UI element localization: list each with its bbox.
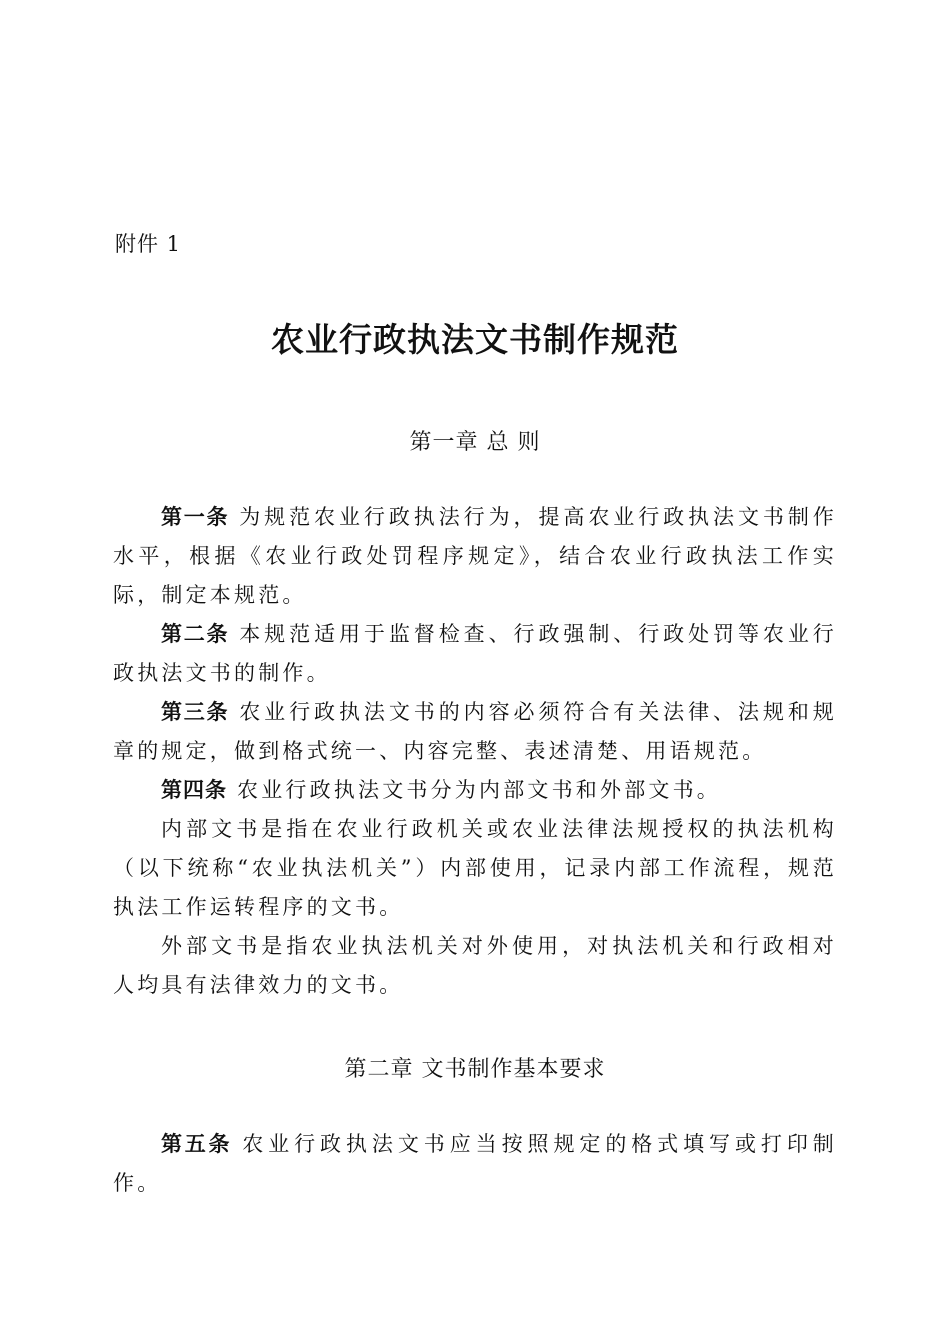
chapter-2-body [113, 1125, 837, 1203]
article-3-text: 农业行政执法文书的内容必须符合有关法律、法规和规章的规定，做到格式统一、内容完整、表述清楚、用语规范。 [113, 700, 837, 763]
article-5-label: 第五条 [161, 1132, 233, 1156]
attachment-label: 附件 1 [115, 232, 182, 256]
article-1-text: 为规范农业行政执法行为，提高农业行政执法文书制作水平，根据《农业行政处罚程序规定》，结合农业行政执法工作实际，制定本规范。 [113, 505, 837, 607]
paragraph-external-documents: 外部文书是指农业执法机关对外使用，对执法机关和行政相对人均具有法律效力的文书。 [113, 934, 837, 997]
article-2-label: 第二条 [161, 622, 230, 646]
article-5-text: 农业行政执法文书应当按照规定的格式填写或打印制作。 [113, 1132, 838, 1195]
article-4-label: 第四条 [161, 778, 227, 802]
article-4-text: 农业行政执法文书分为内部文书和外部文书。 [237, 778, 721, 802]
chapter-1-body [113, 498, 837, 1005]
article-1-label: 第一条 [161, 505, 230, 529]
article-1 [113, 498, 837, 615]
chapter-2-heading: 第二章 文书制作基本要求 [344, 1057, 606, 1082]
chapter-1-heading: 第一章 总 则 [409, 430, 541, 455]
article-2 [113, 615, 837, 693]
article-3-label: 第三条 [161, 700, 230, 724]
article-3 [113, 693, 837, 771]
article-5 [113, 1125, 837, 1203]
document-title: 农业行政执法文书制作规范 [271, 320, 679, 359]
paragraph-internal-documents: 内部文书是指在农业行政机关或农业法律法规授权的执法机构（以下统称“农业执法机关”）内部使用，记录内部工作流程，规范执法工作运转程序的文书。 [113, 817, 837, 919]
article-4 [113, 771, 837, 810]
article-2-text: 本规范适用于监督检查、行政强制、行政处罚等农业行政执法文书的制作。 [113, 622, 837, 685]
